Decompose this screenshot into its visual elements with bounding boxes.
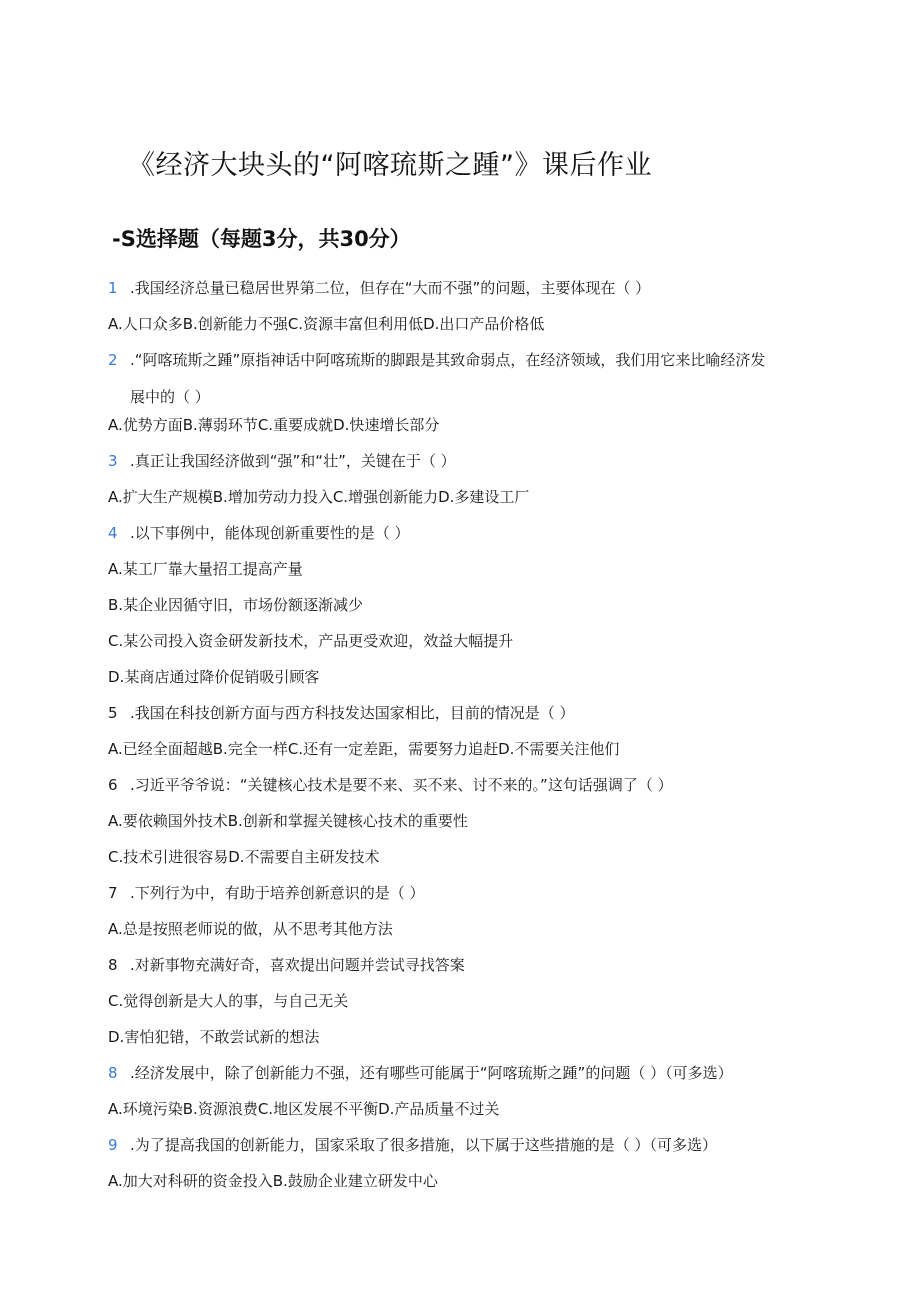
answer-option-line: A.已经全面超越B.完全一样C.还有一定差距，需要努力追赶D.不需要关注他们 xyxy=(108,740,620,758)
answer-option-line: A.加大对科研的资金投入B.鼓励企业建立研发中心 xyxy=(108,1172,438,1190)
answer-option-line: B.某企业因循守旧，市场份额逐渐减少 xyxy=(108,596,364,614)
question-line xyxy=(108,1134,717,1156)
question-number: 7 xyxy=(108,884,118,902)
answer-option-line: C.技术引进很容易D.不需要自主研发技术 xyxy=(108,848,380,866)
question-number: 2 xyxy=(108,351,118,369)
answer-option-line: A.总是按照老师说的做，从不思考其他方法 xyxy=(108,920,393,938)
question-line xyxy=(108,882,425,904)
question-line xyxy=(108,1062,733,1084)
question-line xyxy=(108,277,650,299)
question-text: .我国在科技创新方面与西方科技发达国家相比，目前的情况是（ ） xyxy=(130,704,575,722)
question-number: 9 xyxy=(108,1136,118,1154)
question-text: .经济发展中，除了创新能力不强，还有哪些可能属于“阿喀琉斯之踵”的问题（ ）（可多选） xyxy=(130,1064,733,1082)
question-line xyxy=(108,450,456,472)
answer-option-line: A.优势方面B.薄弱环节C.重要成就D.快速增长部分 xyxy=(108,416,440,434)
answer-option-line: D.害怕犯错，不敢尝试新的想法 xyxy=(108,1028,320,1046)
question-number: 5 xyxy=(108,704,118,722)
question-text-continued: 展中的（ ） xyxy=(130,388,210,406)
question-text: .对新事物充满好奇，喜欢提出问题并尝试寻找答案 xyxy=(130,956,465,974)
answer-option-line: A.环境污染B.资源浪费C.地区发展不平衡D.产品质量不过关 xyxy=(108,1100,500,1118)
question-line xyxy=(108,522,410,544)
answer-option-line: A.某工厂靠大量招工提高产量 xyxy=(108,560,303,578)
question-line xyxy=(108,954,465,976)
document-title: 《经济大块头的“阿喀琉斯之踵”》课后作业 xyxy=(128,150,652,181)
answer-option-line: A.要依赖国外技术B.创新和掌握关键核心技术的重要性 xyxy=(108,812,468,830)
question-number: 8 xyxy=(108,1064,118,1082)
question-number: 1 xyxy=(108,279,118,297)
question-text: .我国经济总量已稳居世界第二位，但存在“大而不强”的问题，主要体现在（ ） xyxy=(130,279,651,297)
question-text: .以下事例中，能体现创新重要性的是（ ） xyxy=(130,524,410,542)
section-heading: -S选择题（每题3分，共30分） xyxy=(112,227,411,251)
answer-option-line: C.某公司投入资金研发新技术，产品更受欢迎，效益大幅提升 xyxy=(108,632,514,650)
question-text: .真正让我国经济做到“强”和“壮”，关键在于（ ） xyxy=(130,452,456,470)
answer-option-line: A.扩大生产规模B.增加劳动力投入C.增强创新能力D.多建设工厂 xyxy=(108,488,530,506)
question-line xyxy=(108,349,765,371)
question-line xyxy=(108,702,575,724)
question-number: 6 xyxy=(108,776,118,794)
question-line xyxy=(108,774,673,796)
question-text: .下列行为中，有助于培养创新意识的是（ ） xyxy=(130,884,425,902)
answer-option-line: C.觉得创新是大人的事，与自己无关 xyxy=(108,992,349,1010)
question-text: .“阿喀琉斯之踵”原指神话中阿喀琉斯的脚跟是其致命弱点，在经济领域，我们用它来比喻经济发 xyxy=(130,351,766,369)
answer-option-line: D.某商店通过降价促销吸引顾客 xyxy=(108,668,320,686)
question-number: 4 xyxy=(108,524,118,542)
question-number: 3 xyxy=(108,452,118,470)
question-text: .习近平爷爷说：“关键核心技术是要不来、买不来、讨不来的。”这句话强调了（ ） xyxy=(130,776,673,794)
question-text: .为了提高我国的创新能力，国家采取了很多措施，以下属于这些措施的是（ ）（可多选） xyxy=(130,1136,718,1154)
answer-option-line: A.人口众多B.创新能力不强C.资源丰富但利用低D.出口产品价格低 xyxy=(108,315,545,333)
question-number: 8 xyxy=(108,956,118,974)
